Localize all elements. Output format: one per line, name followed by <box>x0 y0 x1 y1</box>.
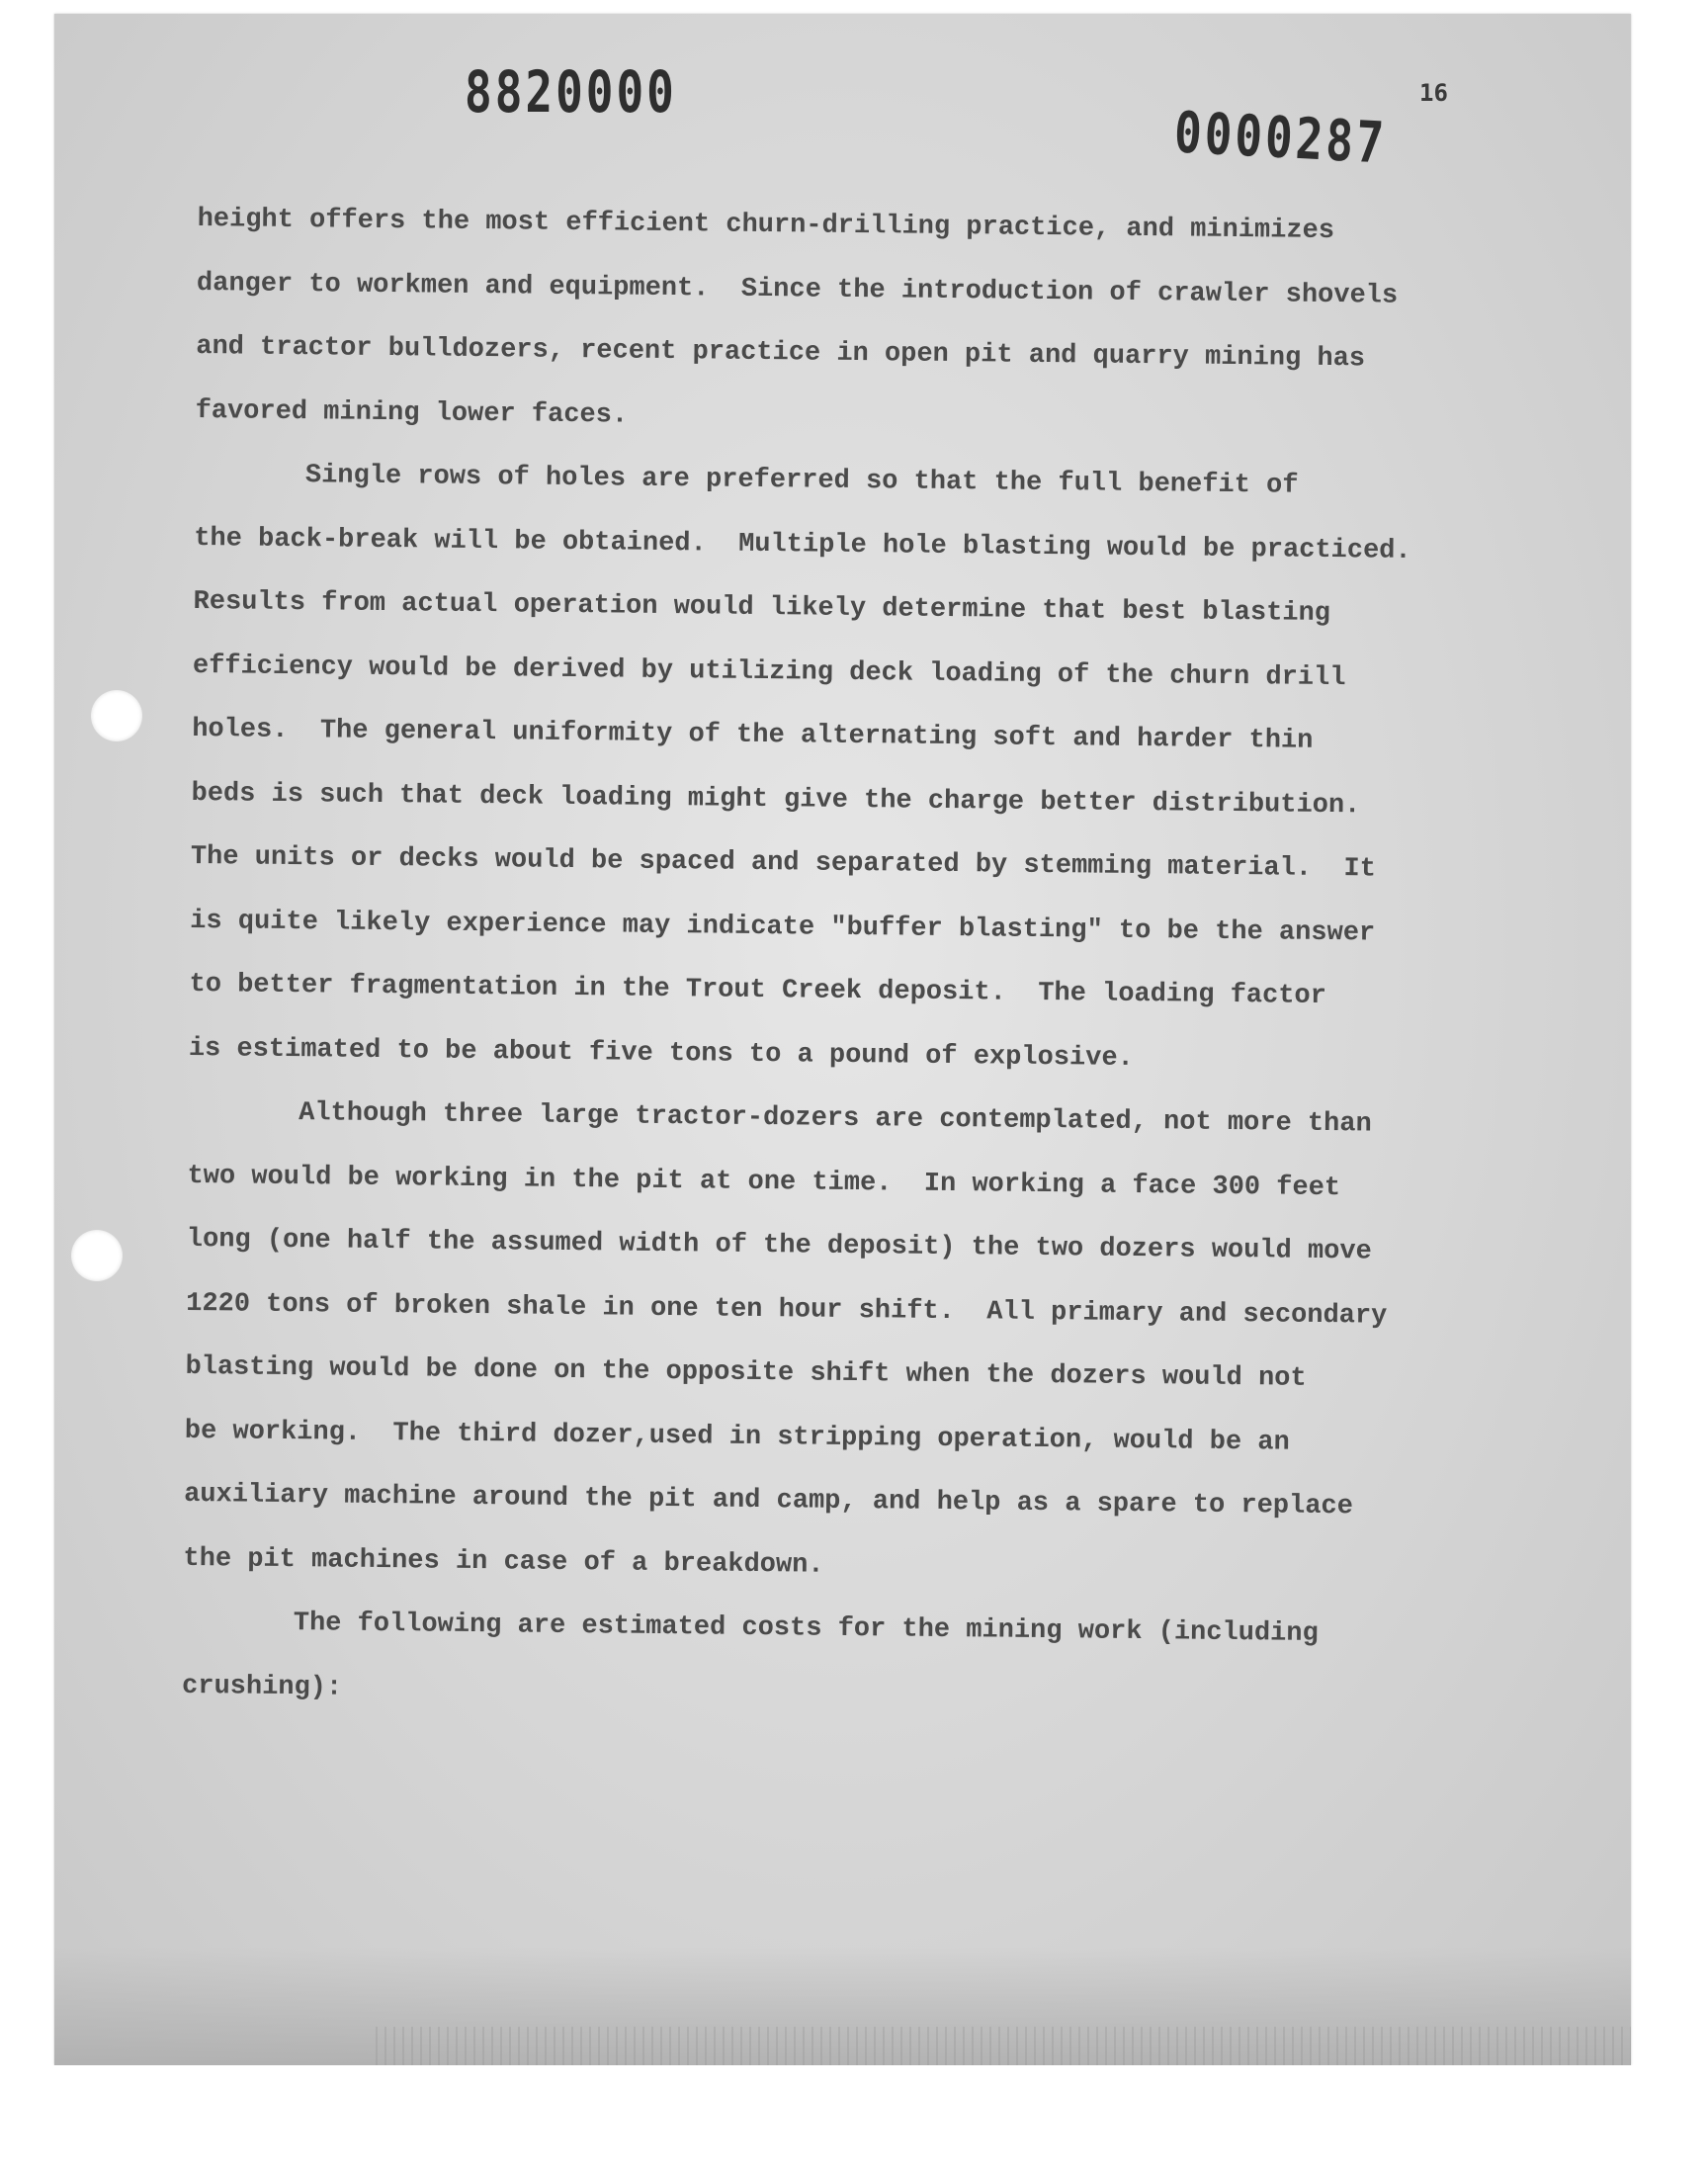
text-line: height offers the most efficient churn-drilling practice, and minimizes <box>197 204 1335 247</box>
text-line: to better fragmentation in the Trout Creek deposit. The loading factor <box>189 969 1327 1012</box>
text-line: efficiency would be derived by utilizing deck loading of the churn drill <box>192 651 1346 693</box>
text-line: be working. The third dozer,used in stripping operation, would be an <box>184 1416 1290 1458</box>
text-line: is quite likely experience may indicate "buffer blasting" to be the answer <box>190 906 1376 949</box>
text-line: holes. The general uniformity of the alternating soft and harder thin <box>192 714 1314 756</box>
punch-hole <box>71 1230 123 1281</box>
text-line: The units or decks would be spaced and separated by stemming material. It <box>190 841 1377 885</box>
text-line: and tractor bulldozers, recent practice in open pit and quarry mining has <box>196 331 1366 375</box>
document-id-stamp-top: 8820000 <box>465 58 677 126</box>
body-text <box>182 188 1473 1731</box>
text-line: two would be working in the pit at one time. In working a face 300 feet <box>187 1161 1341 1203</box>
text-line: blasting would be done on the opposite shift when the dozers would not <box>185 1351 1307 1394</box>
paragraph-start-line: Single rows of holes are preferred so that the full benefit of <box>304 461 1299 501</box>
paragraph-start-line: The following are estimated costs for the mining work (including <box>293 1609 1319 1649</box>
text-line: auxiliary machine around the pit and camp, and help as a spare to replace <box>183 1479 1354 1522</box>
paragraph-start-line: Although three large tractor-dozers are contemplated, not more than <box>299 1098 1372 1140</box>
scan-artifact <box>376 2027 1631 2066</box>
document-id-stamp-right: 0000287 <box>1172 98 1389 177</box>
text-line: the pit machines in case of a breakdown. <box>183 1543 824 1581</box>
text-line: danger to workmen and equipment. Since the introduction of crawler shovels <box>196 268 1399 311</box>
text-line: is estimated to be about five tons to a pound of explosive. <box>188 1033 1134 1074</box>
text-line: long (one half the assumed width of the deposit) the two dozers would move <box>186 1224 1372 1267</box>
text-line: Results from actual operation would likely determine that best blasting <box>193 586 1331 630</box>
text-line: crushing): <box>181 1671 343 1703</box>
text-line: 1220 tons of broken shale in one ten hour shift. All primary and secondary <box>186 1288 1388 1332</box>
scan-margin <box>0 2065 1708 2175</box>
punch-hole <box>91 690 142 741</box>
page-number: 16 <box>1419 79 1448 107</box>
text-line: the back-break will be obtained. Multiple hole blasting would be practiced. <box>194 523 1411 566</box>
text-line: beds is such that deck loading might give the charge better distribution. <box>191 778 1361 821</box>
text-line: favored mining lower faces. <box>195 395 629 431</box>
